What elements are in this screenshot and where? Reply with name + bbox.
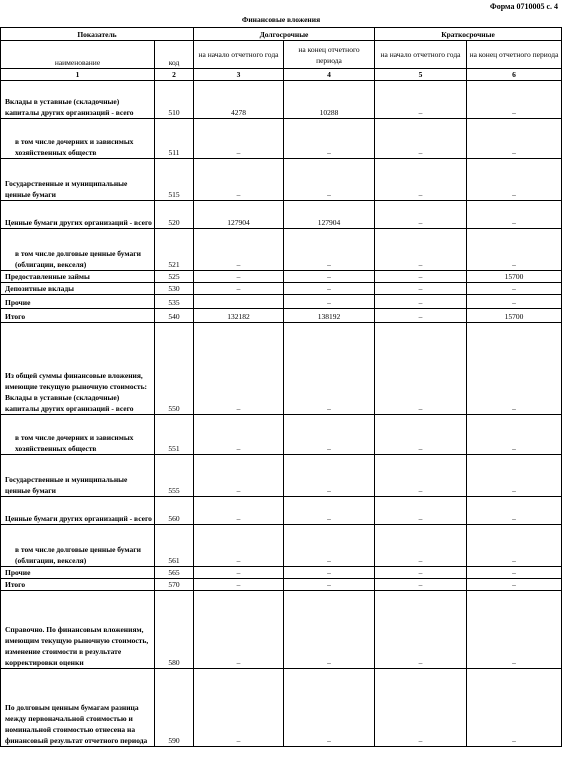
row-st-end: – xyxy=(467,455,562,497)
row-st-begin: – xyxy=(375,201,467,229)
row-lt-begin: – xyxy=(194,323,284,415)
row-lt-begin: 4278 xyxy=(194,81,284,119)
row-code: 580 xyxy=(155,591,194,669)
row-name: Государственные и муниципальные ценные бумаги xyxy=(1,455,155,497)
row-st-end: – xyxy=(467,81,562,119)
row-lt-begin: – xyxy=(194,119,284,159)
row-st-end: 15700 xyxy=(467,271,562,283)
row-st-begin: – xyxy=(375,119,467,159)
row-st-begin: – xyxy=(375,309,467,323)
row-code: 535 xyxy=(155,295,194,309)
table-row xyxy=(1,525,562,567)
row-lt-end: – xyxy=(284,295,375,309)
row-st-begin: – xyxy=(375,415,467,455)
header-name: наименование xyxy=(1,41,155,69)
row-name: Предоставленные займы xyxy=(1,271,155,283)
col-num-4: 4 xyxy=(284,69,375,81)
row-st-begin: – xyxy=(375,323,467,415)
row-st-begin: – xyxy=(375,591,467,669)
row-st-begin: – xyxy=(375,669,467,747)
table-row xyxy=(1,119,562,159)
row-lt-begin: – xyxy=(194,229,284,271)
row-st-end: – xyxy=(467,159,562,201)
row-code: 521 xyxy=(155,229,194,271)
table-row xyxy=(1,415,562,455)
row-code: 520 xyxy=(155,201,194,229)
row-lt-end: – xyxy=(284,579,375,591)
table-row xyxy=(1,669,562,747)
row-name: Государственные и муниципальные ценные бумаги xyxy=(1,159,155,201)
table-row xyxy=(1,295,562,309)
table-row xyxy=(1,323,562,415)
row-st-end: – xyxy=(467,415,562,455)
row-st-end: – xyxy=(467,669,562,747)
row-st-end: – xyxy=(467,525,562,567)
col-num-3: 3 xyxy=(194,69,284,81)
row-lt-end: – xyxy=(284,119,375,159)
header-st-end: на конец отчетного периода xyxy=(467,41,562,69)
row-lt-begin: – xyxy=(194,579,284,591)
row-st-begin: – xyxy=(375,579,467,591)
row-lt-begin: – xyxy=(194,159,284,201)
row-code: 561 xyxy=(155,525,194,567)
row-lt-begin: – xyxy=(194,455,284,497)
row-lt-begin: – xyxy=(194,497,284,525)
row-name: в том числе дочерних и зависимых хозяйственных обществ xyxy=(1,119,155,159)
row-lt-end: – xyxy=(284,567,375,579)
row-st-end: – xyxy=(467,119,562,159)
table-row xyxy=(1,591,562,669)
row-st-begin: – xyxy=(375,567,467,579)
row-name: в том числе долговые ценные бумаги (облигации, векселя) xyxy=(1,525,155,567)
row-st-begin: – xyxy=(375,497,467,525)
row-lt-begin xyxy=(194,295,284,309)
row-lt-end: – xyxy=(284,525,375,567)
financial-investments-table xyxy=(0,27,562,747)
row-code: 511 xyxy=(155,119,194,159)
row-code: 570 xyxy=(155,579,194,591)
row-st-begin: – xyxy=(375,159,467,201)
row-lt-end: – xyxy=(284,323,375,415)
row-st-end: – xyxy=(467,229,562,271)
row-lt-end: 10288 xyxy=(284,81,375,119)
row-st-end: – xyxy=(467,591,562,669)
row-lt-begin: 132182 xyxy=(194,309,284,323)
row-lt-begin: – xyxy=(194,591,284,669)
col-num-6: 6 xyxy=(467,69,562,81)
row-st-end: – xyxy=(467,497,562,525)
row-st-end: – xyxy=(467,283,562,295)
row-st-end: – xyxy=(467,579,562,591)
row-lt-begin: – xyxy=(194,271,284,283)
row-st-begin: – xyxy=(375,283,467,295)
table-row xyxy=(1,159,562,201)
row-st-begin: – xyxy=(375,455,467,497)
col-num-5: 5 xyxy=(375,69,467,81)
header-code: код xyxy=(155,41,194,69)
header-st-begin: на начало отчетного года xyxy=(375,41,467,69)
table-row xyxy=(1,567,562,579)
row-code: 590 xyxy=(155,669,194,747)
table-row xyxy=(1,229,562,271)
table-row xyxy=(1,579,562,591)
row-name: По долговым ценным бумагам разница между первоначальной стоимостью и номинальной стоимостью отнесена на финансовый результат отчетного периода xyxy=(1,669,155,747)
row-code: 560 xyxy=(155,497,194,525)
header-long-term: Долгосрочные xyxy=(194,28,375,41)
row-name: Вклады в уставные (складочные) капиталы других организаций - всего xyxy=(1,81,155,119)
header-lt-end: на конец отчетного периода xyxy=(284,41,375,69)
row-name: в том числе долговые ценные бумаги (облигации, векселя) xyxy=(1,229,155,271)
row-code: 565 xyxy=(155,567,194,579)
table-row xyxy=(1,455,562,497)
row-name: Итого xyxy=(1,579,155,591)
header-indicator: Показатель xyxy=(1,28,194,41)
table-row xyxy=(1,497,562,525)
table-title: Финансовые вложения xyxy=(241,15,321,24)
row-code: 555 xyxy=(155,455,194,497)
row-lt-end: – xyxy=(284,591,375,669)
row-lt-end: – xyxy=(284,229,375,271)
row-name: Прочие xyxy=(1,567,155,579)
row-code: 550 xyxy=(155,323,194,415)
table-row xyxy=(1,309,562,323)
row-lt-begin: – xyxy=(194,567,284,579)
header-lt-begin: на начало отчетного года xyxy=(194,41,284,69)
row-lt-end: – xyxy=(284,497,375,525)
row-st-end: – xyxy=(467,323,562,415)
table-row xyxy=(1,271,562,283)
row-code: 530 xyxy=(155,283,194,295)
row-name: Прочие xyxy=(1,295,155,309)
row-name: в том числе дочерних и зависимых хозяйственных обществ xyxy=(1,415,155,455)
row-lt-end: 138192 xyxy=(284,309,375,323)
row-st-begin: – xyxy=(375,229,467,271)
col-num-2: 2 xyxy=(155,69,194,81)
row-lt-begin: – xyxy=(194,525,284,567)
row-code: 551 xyxy=(155,415,194,455)
row-lt-end: – xyxy=(284,159,375,201)
row-lt-begin: 127904 xyxy=(194,201,284,229)
row-name: Из общей суммы финансовые вложения, имеющие текущую рыночную стоимость: Вклады в уставные (складочные) капиталы других организаций - всего xyxy=(1,323,155,415)
row-st-end: – xyxy=(467,201,562,229)
row-code: 540 xyxy=(155,309,194,323)
row-code: 515 xyxy=(155,159,194,201)
table-row xyxy=(1,283,562,295)
row-name: Ценные бумаги других организаций - всего xyxy=(1,201,155,229)
col-num-1: 1 xyxy=(1,69,155,81)
row-lt-end: – xyxy=(284,283,375,295)
row-st-begin: – xyxy=(375,295,467,309)
row-lt-end: 127904 xyxy=(284,201,375,229)
row-st-begin: – xyxy=(375,525,467,567)
row-st-end: 15700 xyxy=(467,309,562,323)
row-lt-begin: – xyxy=(194,283,284,295)
row-code: 525 xyxy=(155,271,194,283)
row-lt-end: – xyxy=(284,669,375,747)
table-row xyxy=(1,201,562,229)
row-name: Итого xyxy=(1,309,155,323)
row-st-end: – xyxy=(467,567,562,579)
table-row xyxy=(1,81,562,119)
row-name: Депозитные вклады xyxy=(1,283,155,295)
row-lt-begin: – xyxy=(194,415,284,455)
row-lt-end: – xyxy=(284,455,375,497)
row-lt-end: – xyxy=(284,415,375,455)
row-st-begin: – xyxy=(375,81,467,119)
row-st-end: – xyxy=(467,295,562,309)
header-short-term: Краткосрочные xyxy=(375,28,562,41)
row-lt-end: – xyxy=(284,271,375,283)
row-st-begin: – xyxy=(375,271,467,283)
form-label: Форма 0710005 с. 4 xyxy=(489,2,558,11)
row-name: Ценные бумаги других организаций - всего xyxy=(1,497,155,525)
row-code: 510 xyxy=(155,81,194,119)
row-lt-begin: – xyxy=(194,669,284,747)
row-name: Справочно. По финансовым вложениям, имеющим текущую рыночную стоимость, изменение стоимости в результате корректировки оценки xyxy=(1,591,155,669)
